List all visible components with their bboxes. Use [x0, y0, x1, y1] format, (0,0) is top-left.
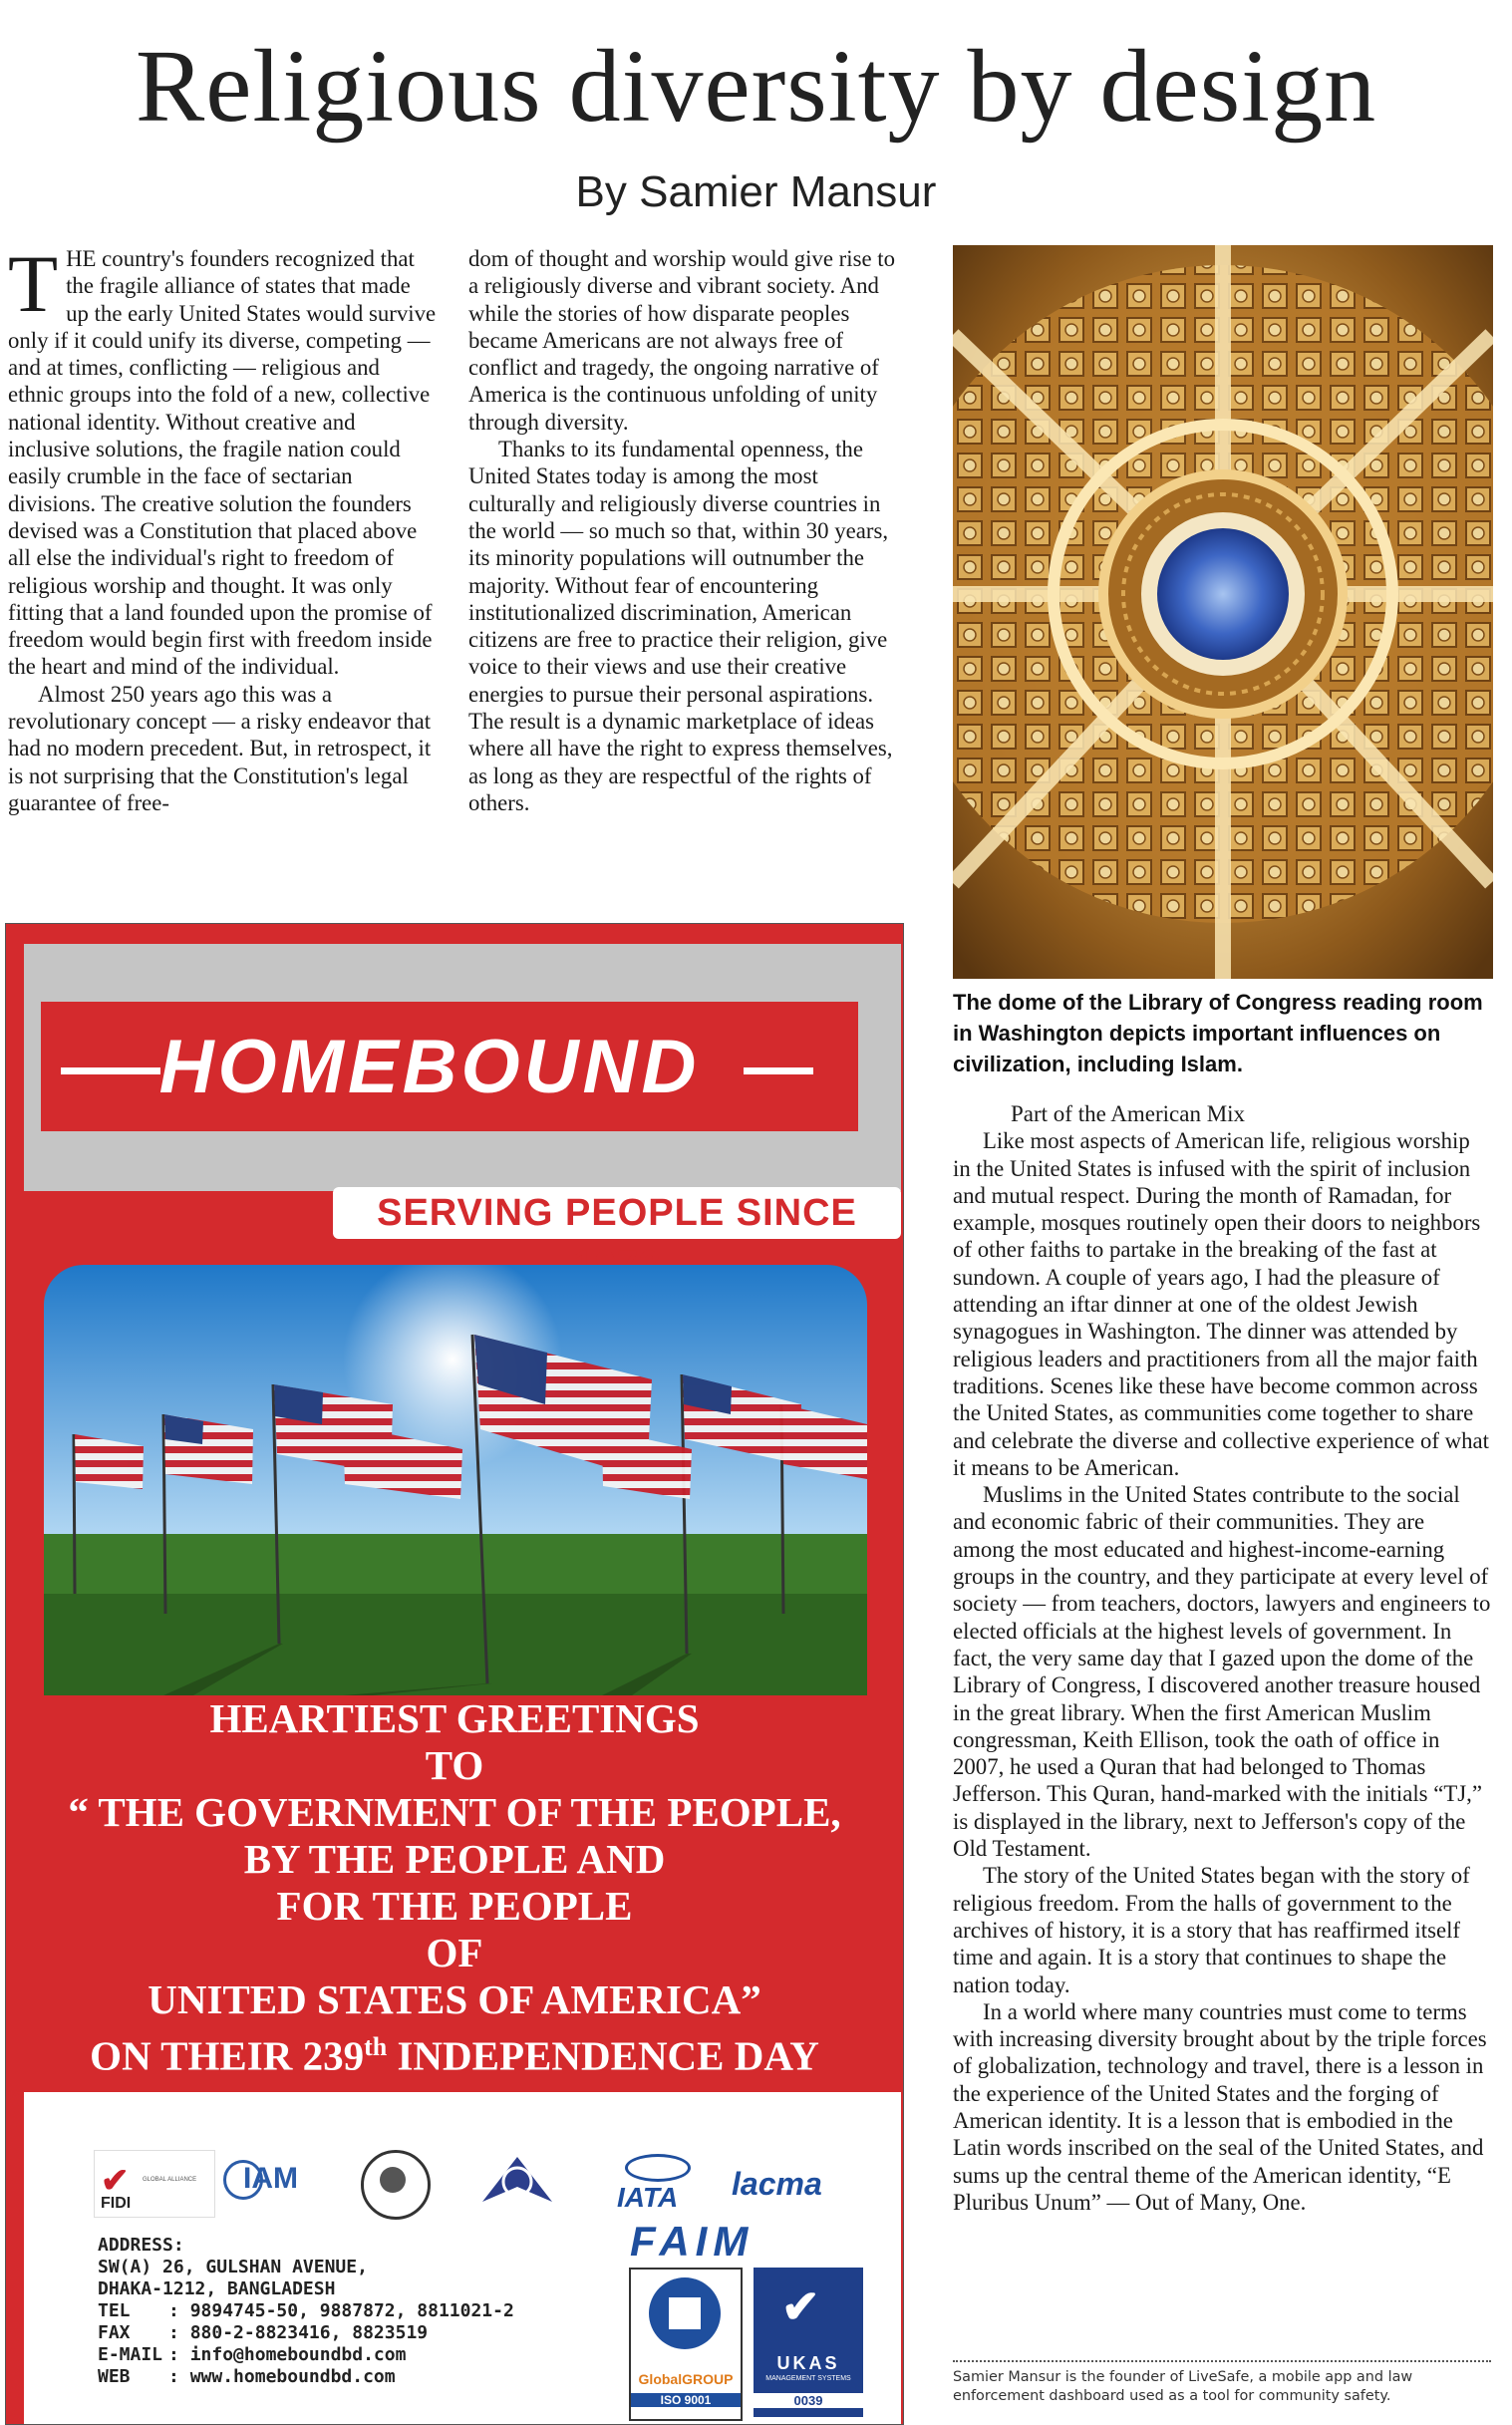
paragraph: Like most aspects of American life, religious worship in the United States is infused with the spirit of inclusion and mutual respect. During the month of Ramadan, for example, mosques routinely open their doors to neighbors of other faiths to partake in the breaking of the fast at sundown. A couple of years ago, I had the pleasure of attending an iftar dinner at one of the oldest Jewish synagogues in Washington. The dinner was attended by religious leaders and practitioners from all the major faith traditions. Scenes like these have become common across the United States, as communities come together to share and celebrate the diverse and collective experience of what it means to be American. [953, 1128, 1489, 1480]
homebound-logo: HOMEBOUND [158, 1025, 701, 1109]
iata-globe-icon [625, 2154, 691, 2182]
paragraph: dom of thought and worship would give rise to a religiously diverse and vibrant society. And while the stories of how disparate peoples became Americans are not always free of conflict and tragedy, the ongoing narrative of America is the continuous unfolding of unity through diversity. [468, 246, 896, 435]
faim-logo: FAIM [630, 2218, 755, 2265]
article-column-2 [468, 245, 907, 816]
contact-table [98, 2300, 520, 2388]
address-heading: ADDRESS: [98, 2235, 184, 2256]
contact-row: TEL : 9894745-50, 9887872, 8811021-2 [98, 2300, 514, 2321]
address-line: SW(A) 26, GULSHAN AVENUE, [98, 2257, 368, 2277]
paragraph: Thanks to its fundamental openness, the United States today is among the most culturally and religiously diverse countries in the world — so much so that, within 30 years, its minority populations will outnumber the majority. Without fear of encountering institutionalized discrimination, American citizens are free to practice their religion, give voice to their views and use their creative energies to pursue their personal aspirations. The result is a dynamic marketplace of ideas where all have the right to express themselves, as long as they are respectful of the rights of others. [468, 437, 893, 815]
lacma-logo: lacma [732, 2166, 822, 2202]
paragraph: THE country's founders recognized that the fragile alliance of states that made up the early United States would survive only if it could unify its diverse, competing — and at times, conflicting — religious and ethnic groups into the fold of a new, collective national identity. Without creative and inclusive solutions, the fragile nation could easily crumble in the face of sectarian divisions. The creative solution the founders devised was a Constitution that placed above all else the individual's right to freedom of religious worship and thought. It was only fitting that a land founded upon the promise of freedom would begin first with freedom inside the heart and mind of the individual. [8, 238, 437, 680]
check-icon: ✔ [101, 2162, 130, 2200]
paragraph: The story of the United States began with the story of religious freedom. From the halls of government to the archives of history, it is a story that has reaffirmed itself time and again. It is a story that continues to shape the nation today. [953, 1863, 1470, 1997]
ad-slogan: SERVING PEOPLE SINCE [333, 1187, 901, 1239]
dome-illustration [953, 245, 1493, 979]
fidi-logo: ✔ FIDI GLOBAL ALLIANCE [94, 2150, 215, 2218]
paragraph: In a world where many countries must come to terms with increasing diversity brought about by the triple forces of globalization, technology and travel, there is a lesson in the experience of the United States and the forging of American identity. It is a lesson that is embodied in the Latin words inscribed on the seal of the United States, and sums up the central theme of the American identity, “E Pluribus Unum” — Out of Many, One. [953, 1998, 1487, 2215]
greeting-line: TO [425, 1742, 484, 1788]
global-group-iso-badge: GlobalGROUP ISO 9001 [629, 2268, 743, 2421]
bio-divider [953, 2360, 1491, 2362]
paragraph: Almost 250 years ago this was a revolutionary concept — a risky endeavor that had no modern precedent. But, in retrospect, it is not surprising that the Constitution's legal guarantee of free- [8, 681, 432, 815]
ukas-badge: ✔ UKAS MANAGEMENT SYSTEMS 0039 [754, 2268, 863, 2417]
photo-caption: The dome of the Library of Congress reading room in Washington depicts important influences on civilization, including Islam. [953, 990, 1483, 1076]
fiata-logo-icon [472, 2152, 562, 2212]
flags-photo [44, 1265, 867, 1695]
article-column-3 [953, 1100, 1491, 2216]
paragraph: Muslims in the United States contribute to the social and economic fabric of their communities. They are among the most educated and highest-income-earning groups in the country, and they participate at every level of society — from teachers, doctors, lawyers and engineers to elected officials at the highest levels of government. In fact, the very same day that I gazed upon the dome of the Library of Congress, I discovered another treasure housed in the great library. When the first American Muslim congressman, Keith Ellison, took the oath of office in 2007, he used a Quran that had belonged to Thomas Jefferson. This Quran, hand-marked with the initials “TJ,” is displayed in the library, next to Jefferson's copy of the Old Testament. [953, 1482, 1491, 1862]
iam-logo: IAM [223, 2154, 333, 2210]
address-line: DHAKA-1212, BANGLADESH [98, 2278, 336, 2299]
greeting-line: HEARTIEST GREETINGS [209, 1695, 700, 1741]
ad-contact-block [98, 2235, 520, 2388]
homebound-advertisement [5, 923, 904, 2425]
subhead: Part of the American Mix [1011, 1101, 1246, 1126]
greeting-line: FOR THE PEOPLE [276, 1883, 633, 1929]
contact-row: FAX : 880-2-8823416, 8823519 [98, 2322, 429, 2343]
drop-cap: T [8, 238, 59, 329]
greeting-line: BY THE PEOPLE AND [243, 1836, 666, 1882]
contact-row: E-MAIL : info@homeboundbd.com [98, 2344, 407, 2365]
article-title: Religious diversity by design [135, 29, 1377, 144]
ad-greeting [6, 1695, 903, 2080]
crown-check-icon: ✔ [781, 2280, 820, 2332]
greeting-line: UNITED STATES OF AMERICA” [148, 1976, 761, 2022]
greeting-line: ON THEIR 239th INDEPENDENCE DAY [90, 2032, 819, 2079]
greeting-line: OF [426, 1930, 483, 1975]
dome-photo [953, 245, 1493, 979]
contact-row: WEB : www.homeboundbd.com [98, 2366, 396, 2387]
byline: By Samier Mansur [575, 167, 937, 216]
article-column-1 [8, 238, 437, 816]
iata-logo: IATA [607, 2164, 707, 2220]
greeting-line: “ THE GOVERNMENT OF THE PEOPLE, [68, 1789, 841, 1835]
author-bio: Samier Mansur is the founder of LiveSafe, a mobile app and law enforcement dashboard used as a tool for community safety. [953, 2369, 1413, 2404]
flags-illustration [44, 1265, 867, 1695]
association-seal-icon [361, 2150, 431, 2220]
